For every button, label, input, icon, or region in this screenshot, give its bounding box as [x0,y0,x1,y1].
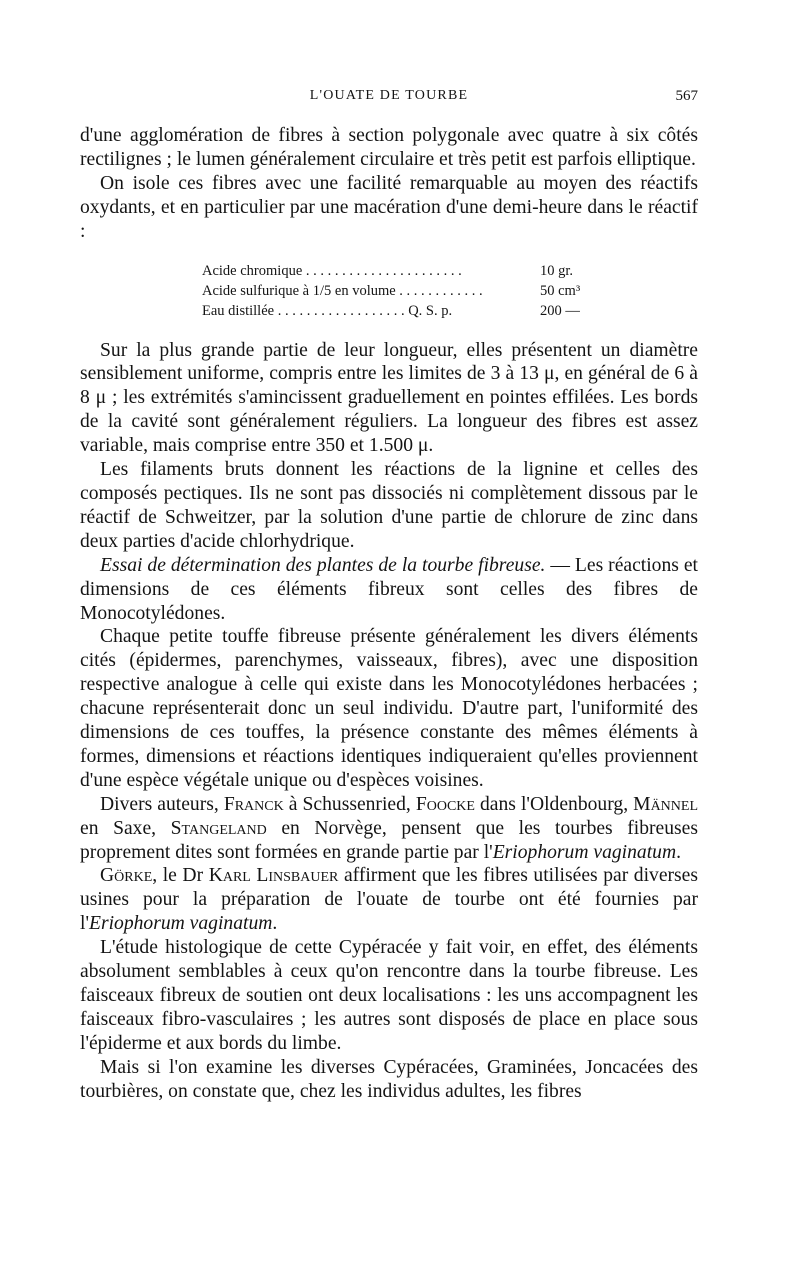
author-name: Foocke [415,793,475,815]
author-name: Görke [100,865,153,887]
paragraph: Mais si l'on examine les diverses Cypéracées, Graminées, Joncacées des tourbières, on constate que, chez les individus adultes, les fibres [80,1056,698,1102]
paragraph: L'étude histologique de cette Cypéracée y fait voir, en effet, des éléments absolument semblables à ceux qu'on rencontre dans la tourbe fibreuse. Les faisceaux fibreux de soutien ont deux localisations : les uns accompagnent les faisceaux fibro-vasculaires ; les autres sont disposés de place en place sous l'épiderme et aux bords du limbe. [80,937,698,1054]
paragraph-text: à Schussenried, [283,793,416,815]
paragraph-text: , le Dr [152,865,209,887]
running-title: L'OUATE DE TOURBE [309,88,469,103]
paragraph-text: . [676,841,682,863]
paragraph-text: — Les réactions et dimensions de ces éléments fibreux sont celles des fibres de Monocotylédones. [80,554,698,624]
reagent-recipe-table [202,261,612,321]
paragraph-text: en Saxe, [80,817,171,839]
author-name: Stangeland [170,817,267,839]
paragraph: d'une agglomération de fibres à section polygonale avec quatre à six côtés rectilignes ; le lumen généralement circulaire et très petit est parfois elliptique. [80,125,698,170]
recipe-quantity: 200 — [540,302,580,319]
recipe-row [202,261,612,281]
recipe-ingredient: Eau distillée . . . . . . . . . . . . . . . . . . Q. S. p. [202,302,453,319]
recipe-quantity: 10 gr. [540,262,574,279]
recipe-ingredient: Acide chromique . . . . . . . . . . . . . . . . . . . . . . [202,262,462,279]
recipe-ingredient: Acide sulfurique à 1/5 en volume . . . . . . . . . . . . [202,282,483,299]
paragraph [80,864,698,936]
author-name: Karl Linsbauer [208,865,339,887]
paragraph: Sur la plus grande partie de leur longueur, elles présentent un diamètre sensiblement uniforme, compris entre les limites de 3 à 13 μ, en général de 6 à 8 μ ; les extrémités s'amincissent graduellement en pointes effilées. Les bords de la cavité sont généralement réguliers. La longueur des fibres est assez variable, mais comprise entre 350 et 1.500 μ. [80,339,698,457]
recipe-row [202,281,612,301]
paragraph [80,793,698,865]
species-name: Eriophorum vaginatum [492,841,677,863]
recipe-row [202,301,612,321]
page-header [80,88,698,112]
paragraph: On isole ces fibres avec une facilité remarquable au moyen des réactifs oxydants, et en particulier par une macération d'une demi-heure dans le réactif : [80,172,698,242]
page-number: 567 [675,88,698,104]
paragraph-text: affirment que les fibres utilisées par diverses usines pour la préparation de l'ouate de tourbe ont été fournies par l' [80,865,698,935]
paragraph-text: Divers auteurs, [100,793,224,815]
section-title: Essai de détermination des plantes de la tourbe fibreuse. [100,554,546,576]
paragraph [80,554,698,626]
paragraph: Les filaments bruts donnent les réactions de la lignine et celles des composés pectiques. Ils ne sont pas dissociés ni complètement dissous par le réactif de Schweitzer, par la solution d'une partie de chlorure de zinc dans deux parties d'acide chlorhydrique. [80,459,698,552]
species-name: Eriophorum vaginatum [88,913,273,935]
paragraph-text: en Norvège, pensent que les tourbes fibreuses proprement dites sont formées en grande partie par l' [80,817,698,863]
author-name: Männel [633,793,698,815]
paragraph-text: . [272,913,278,935]
author-name: Franck [223,793,284,815]
paragraph-text: dans l'Oldenbourg, [474,793,634,815]
body-text [80,124,698,1104]
recipe-quantity: 50 cm³ [540,282,581,299]
paragraph: Chaque petite touffe fibreuse présente généralement les divers éléments cités (épidermes, parenchymes, vaisseaux, fibres), avec une disposition respective analogue à celle qui existe dans les Monocotylédones herbacées ; chacune représenterait donc un seul individu. D'autre part, l'uniformité des dimensions de ces touffes, la présence constante des mêmes éléments à formes, dimensions et réactions identiques indiqueraient qu'elles proviennent d'une espèce végétale unique ou d'espèces voisines. [80,626,698,791]
